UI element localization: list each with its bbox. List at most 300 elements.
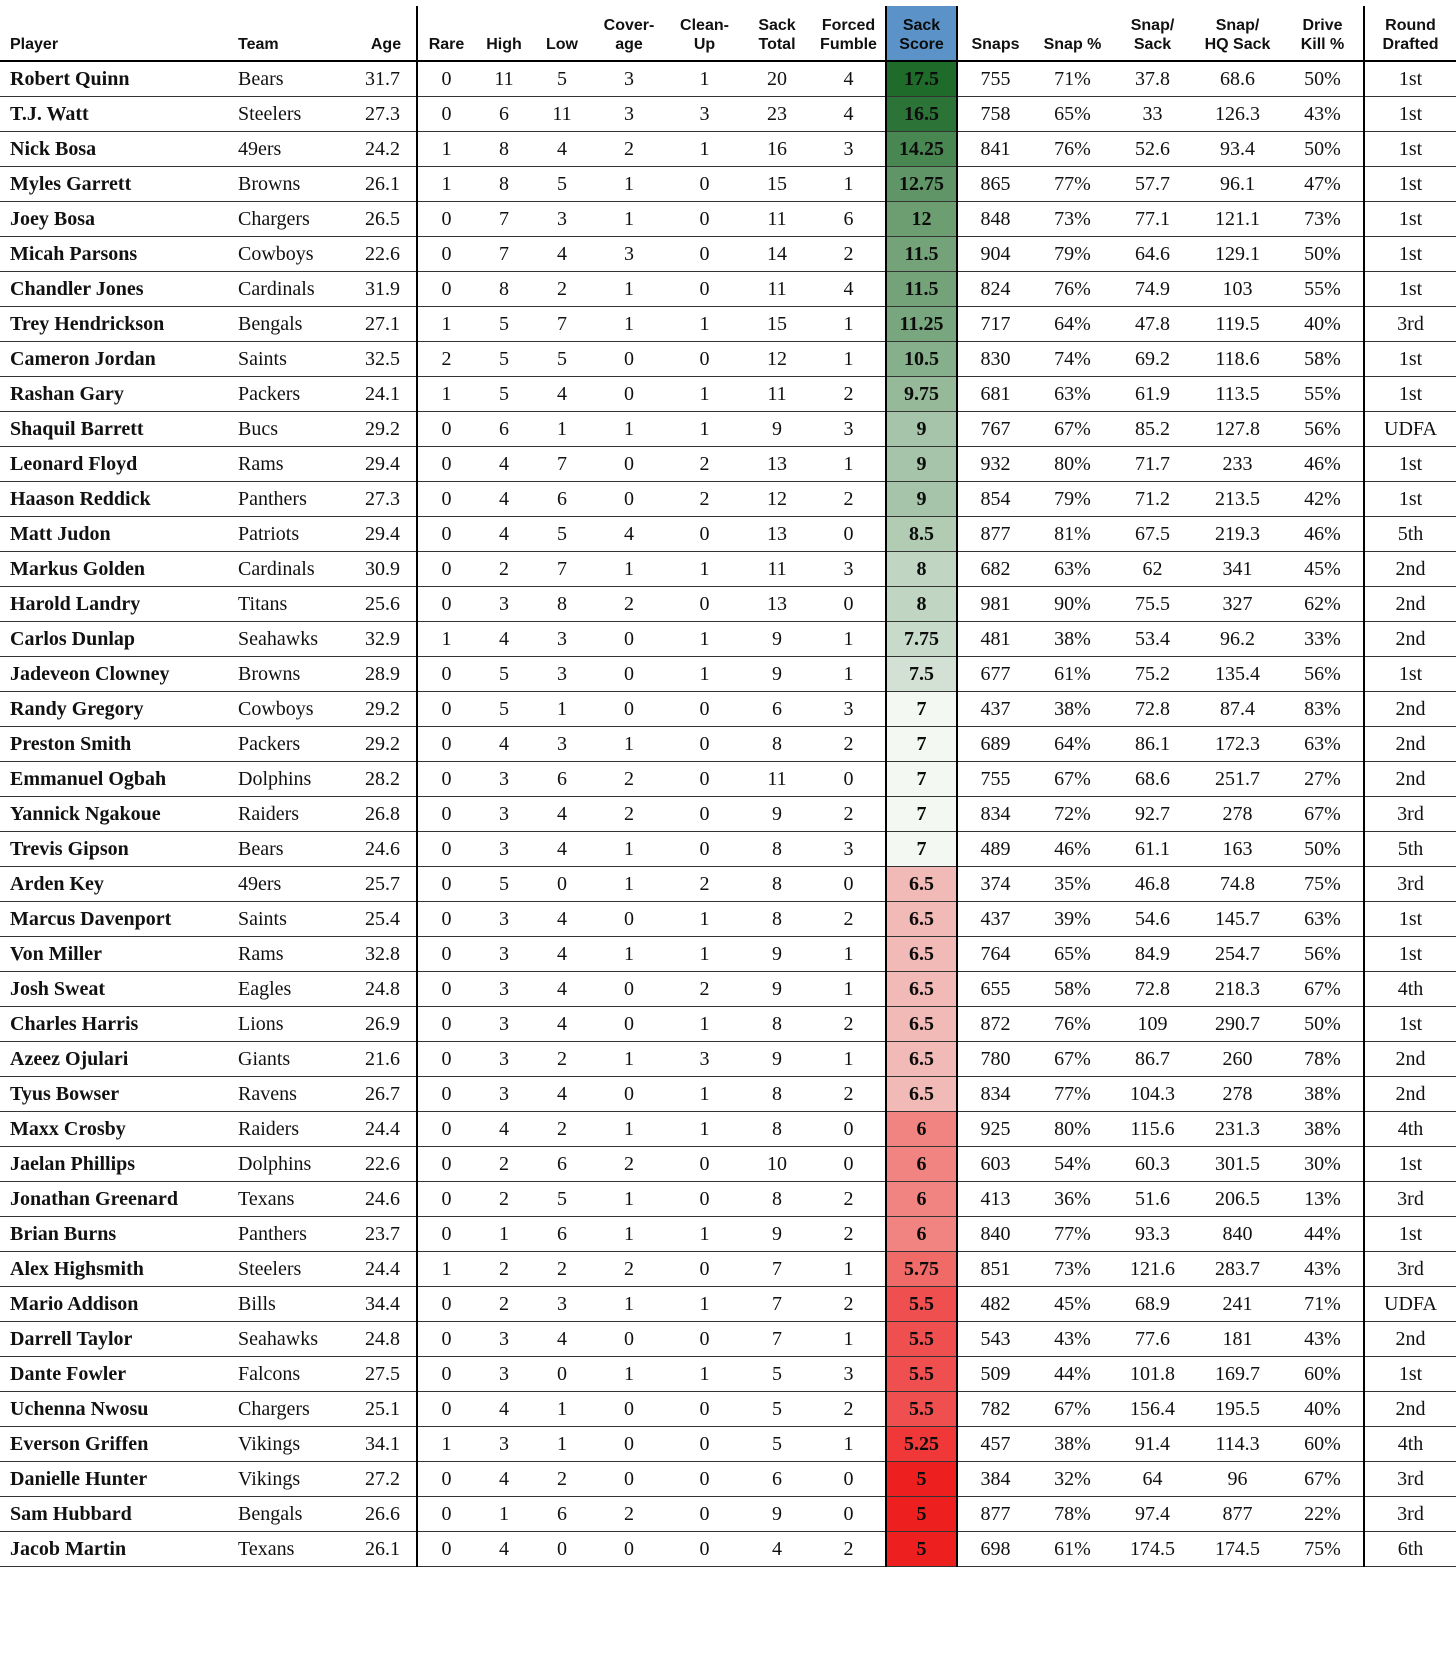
cell-snap-per-sack: 109	[1112, 1007, 1193, 1042]
cell-snap-per-sack: 71.7	[1112, 447, 1193, 482]
cell-low: 4	[533, 797, 591, 832]
cell-snap-per-hq-sack: 195.5	[1193, 1392, 1282, 1427]
cell-snap-per-sack: 53.4	[1112, 622, 1193, 657]
cell-forced-fumble: 3	[812, 692, 886, 727]
table-row[interactable]	[0, 1042, 1456, 1077]
cell-cleanup: 0	[667, 272, 742, 307]
table-row[interactable]	[0, 1182, 1456, 1217]
cell-sack-score: 6	[886, 1112, 957, 1147]
table-row[interactable]	[0, 342, 1456, 377]
cell-team: Saints	[228, 902, 356, 937]
cell-forced-fumble: 1	[812, 972, 886, 1007]
cell-sack-total: 9	[742, 657, 812, 692]
cell-rare: 0	[417, 1357, 475, 1392]
header-high[interactable]: High	[475, 6, 533, 61]
header-coverage[interactable]	[591, 6, 667, 61]
cell-drive-kill-pct: 50%	[1282, 237, 1364, 272]
table-row[interactable]	[0, 1007, 1456, 1042]
cell-snap-pct: 43%	[1033, 1322, 1112, 1357]
header-snap-per-sack[interactable]	[1112, 6, 1193, 61]
cell-snap-pct: 32%	[1033, 1462, 1112, 1497]
cell-rare: 0	[417, 1322, 475, 1357]
table-row[interactable]	[0, 1112, 1456, 1147]
table-row[interactable]	[0, 1252, 1456, 1287]
cell-drive-kill-pct: 67%	[1282, 972, 1364, 1007]
cell-high: 3	[475, 1077, 533, 1112]
header-forced-fumble-line2: Fumble	[820, 36, 877, 53]
cell-age: 32.5	[356, 342, 417, 377]
cell-low: 2	[533, 1462, 591, 1497]
table-row[interactable]	[0, 657, 1456, 692]
cell-age: 26.9	[356, 1007, 417, 1042]
cell-snap-pct: 73%	[1033, 1252, 1112, 1287]
cell-player: Jacob Martin	[0, 1532, 228, 1567]
cell-team: Ravens	[228, 1077, 356, 1112]
cell-snap-per-hq-sack: 301.5	[1193, 1147, 1282, 1182]
cell-coverage: 2	[591, 132, 667, 167]
cell-forced-fumble: 2	[812, 797, 886, 832]
header-drive-kill-pct[interactable]	[1282, 6, 1364, 61]
cell-sack-total: 11	[742, 377, 812, 412]
cell-sack-score: 5.5	[886, 1357, 957, 1392]
cell-cleanup: 0	[667, 1392, 742, 1427]
cell-age: 29.2	[356, 692, 417, 727]
cell-round-drafted: 1st	[1364, 1007, 1456, 1042]
header-drive-kill-line1: Drive	[1302, 17, 1343, 34]
cell-snap-per-sack: 77.1	[1112, 202, 1193, 237]
cell-team: Chargers	[228, 1392, 356, 1427]
cell-cleanup: 1	[667, 1007, 742, 1042]
cell-age: 32.8	[356, 937, 417, 972]
cell-round-drafted: 1st	[1364, 1147, 1456, 1182]
table-row[interactable]	[0, 377, 1456, 412]
cell-snap-pct: 71%	[1033, 61, 1112, 97]
cell-sack-total: 12	[742, 482, 812, 517]
cell-snaps: 509	[957, 1357, 1033, 1392]
table-row[interactable]	[0, 272, 1456, 307]
table-row[interactable]	[0, 482, 1456, 517]
cell-round-drafted: 2nd	[1364, 1392, 1456, 1427]
cell-snap-per-hq-sack: 877	[1193, 1497, 1282, 1532]
cell-drive-kill-pct: 56%	[1282, 657, 1364, 692]
cell-forced-fumble: 0	[812, 1112, 886, 1147]
cell-snap-per-sack: 156.4	[1112, 1392, 1193, 1427]
cell-low: 5	[533, 517, 591, 552]
cell-snap-per-hq-sack: 129.1	[1193, 237, 1282, 272]
header-team[interactable]: Team	[228, 6, 356, 61]
cell-cleanup: 1	[667, 61, 742, 97]
cell-snap-per-sack: 75.5	[1112, 587, 1193, 622]
cell-forced-fumble: 1	[812, 342, 886, 377]
cell-coverage: 1	[591, 412, 667, 447]
table-row[interactable]	[0, 1357, 1456, 1392]
table-row[interactable]	[0, 61, 1456, 97]
cell-age: 31.9	[356, 272, 417, 307]
cell-age: 22.6	[356, 237, 417, 272]
cell-round-drafted: 1st	[1364, 272, 1456, 307]
cell-drive-kill-pct: 67%	[1282, 1462, 1364, 1497]
cell-high: 3	[475, 902, 533, 937]
table-row[interactable]	[0, 937, 1456, 972]
cell-coverage: 3	[591, 237, 667, 272]
cell-age: 25.4	[356, 902, 417, 937]
cell-drive-kill-pct: 46%	[1282, 447, 1364, 482]
cell-player: Chandler Jones	[0, 272, 228, 307]
cell-low: 4	[533, 1322, 591, 1357]
cell-coverage: 0	[591, 1007, 667, 1042]
cell-coverage: 2	[591, 1497, 667, 1532]
cell-round-drafted: 1st	[1364, 657, 1456, 692]
cell-player: Dante Fowler	[0, 1357, 228, 1392]
cell-coverage: 1	[591, 552, 667, 587]
cell-snap-per-hq-sack: 327	[1193, 587, 1282, 622]
cell-player: T.J. Watt	[0, 97, 228, 132]
cell-snaps: 755	[957, 61, 1033, 97]
cell-snaps: 848	[957, 202, 1033, 237]
table-row[interactable]	[0, 132, 1456, 167]
cell-snap-pct: 81%	[1033, 517, 1112, 552]
header-age[interactable]: Age	[356, 6, 417, 61]
header-forced-fumble[interactable]	[812, 6, 886, 61]
cell-low: 4	[533, 972, 591, 1007]
cell-drive-kill-pct: 63%	[1282, 902, 1364, 937]
cell-rare: 0	[417, 902, 475, 937]
cell-snap-per-hq-sack: 290.7	[1193, 1007, 1282, 1042]
cell-forced-fumble: 2	[812, 237, 886, 272]
table-row[interactable]	[0, 307, 1456, 342]
cell-round-drafted: 1st	[1364, 342, 1456, 377]
cell-forced-fumble: 4	[812, 61, 886, 97]
cell-sack-score: 6.5	[886, 972, 957, 1007]
table-row[interactable]	[0, 1497, 1456, 1532]
cell-sack-score: 14.25	[886, 132, 957, 167]
table-row[interactable]	[0, 972, 1456, 1007]
cell-player: Trevis Gipson	[0, 832, 228, 867]
cell-drive-kill-pct: 45%	[1282, 552, 1364, 587]
cell-cleanup: 2	[667, 867, 742, 902]
table-row[interactable]	[0, 832, 1456, 867]
cell-team: Chargers	[228, 202, 356, 237]
cell-high: 6	[475, 412, 533, 447]
table-row[interactable]	[0, 1077, 1456, 1112]
cell-player: Jonathan Greenard	[0, 1182, 228, 1217]
cell-snaps: 767	[957, 412, 1033, 447]
cell-low: 7	[533, 307, 591, 342]
cell-sack-score: 5	[886, 1532, 957, 1567]
cell-cleanup: 1	[667, 552, 742, 587]
cell-player: Uchenna Nwosu	[0, 1392, 228, 1427]
table-row[interactable]	[0, 622, 1456, 657]
cell-drive-kill-pct: 40%	[1282, 1392, 1364, 1427]
cell-round-drafted: 5th	[1364, 832, 1456, 867]
cell-high: 5	[475, 342, 533, 377]
table-row[interactable]	[0, 727, 1456, 762]
cell-sack-total: 9	[742, 412, 812, 447]
cell-snaps: 603	[957, 1147, 1033, 1182]
cell-player: Joey Bosa	[0, 202, 228, 237]
cell-sack-total: 9	[742, 1217, 812, 1252]
cell-snap-pct: 58%	[1033, 972, 1112, 1007]
cell-coverage: 4	[591, 517, 667, 552]
cell-sack-score: 9	[886, 482, 957, 517]
cell-player: Robert Quinn	[0, 61, 228, 97]
header-sack-score[interactable]	[886, 6, 957, 61]
cell-snaps: 872	[957, 1007, 1033, 1042]
table-row[interactable]	[0, 1427, 1456, 1462]
cell-snaps: 384	[957, 1462, 1033, 1497]
cell-drive-kill-pct: 58%	[1282, 342, 1364, 377]
cell-snaps: 782	[957, 1392, 1033, 1427]
cell-high: 3	[475, 1007, 533, 1042]
cell-low: 2	[533, 1112, 591, 1147]
cell-snap-per-hq-sack: 127.8	[1193, 412, 1282, 447]
cell-snaps: 682	[957, 552, 1033, 587]
table-row[interactable]	[0, 167, 1456, 202]
cell-rare: 0	[417, 1497, 475, 1532]
table-row[interactable]	[0, 797, 1456, 832]
table-row[interactable]	[0, 587, 1456, 622]
cell-snap-per-hq-sack: 840	[1193, 1217, 1282, 1252]
cell-sack-total: 7	[742, 1287, 812, 1322]
cell-team: Bears	[228, 61, 356, 97]
cell-snaps: 877	[957, 517, 1033, 552]
header-round-drafted[interactable]	[1364, 6, 1456, 61]
cell-player: Preston Smith	[0, 727, 228, 762]
cell-snap-per-hq-sack: 74.8	[1193, 867, 1282, 902]
cell-snap-pct: 80%	[1033, 447, 1112, 482]
header-sack-total[interactable]	[742, 6, 812, 61]
cell-coverage: 3	[591, 97, 667, 132]
cell-sack-total: 5	[742, 1357, 812, 1392]
cell-high: 11	[475, 61, 533, 97]
cell-snaps: 865	[957, 167, 1033, 202]
cell-snap-pct: 54%	[1033, 1147, 1112, 1182]
cell-low: 2	[533, 1252, 591, 1287]
cell-sack-total: 6	[742, 1462, 812, 1497]
cell-snap-per-hq-sack: 113.5	[1193, 377, 1282, 412]
cell-snap-pct: 38%	[1033, 692, 1112, 727]
header-snap-pct[interactable]: Snap %	[1033, 6, 1112, 61]
cell-snap-pct: 65%	[1033, 97, 1112, 132]
cell-low: 4	[533, 377, 591, 412]
cell-snap-pct: 74%	[1033, 342, 1112, 377]
table-row[interactable]	[0, 552, 1456, 587]
table-row[interactable]	[0, 1462, 1456, 1497]
cell-round-drafted: 1st	[1364, 167, 1456, 202]
table-row[interactable]	[0, 412, 1456, 447]
cell-forced-fumble: 3	[812, 832, 886, 867]
cell-drive-kill-pct: 43%	[1282, 1252, 1364, 1287]
cell-team: Cardinals	[228, 552, 356, 587]
cell-low: 3	[533, 657, 591, 692]
cell-snap-per-hq-sack: 181	[1193, 1322, 1282, 1357]
cell-sack-score: 6	[886, 1182, 957, 1217]
cell-snaps: 841	[957, 132, 1033, 167]
cell-high: 3	[475, 937, 533, 972]
cell-player: Arden Key	[0, 867, 228, 902]
header-cleanup[interactable]	[667, 6, 742, 61]
cell-cleanup: 1	[667, 657, 742, 692]
cell-snap-per-sack: 33	[1112, 97, 1193, 132]
cell-snap-per-sack: 47.8	[1112, 307, 1193, 342]
cell-rare: 1	[417, 1427, 475, 1462]
cell-team: Bucs	[228, 412, 356, 447]
cell-snaps: 904	[957, 237, 1033, 272]
cell-round-drafted: 1st	[1364, 1217, 1456, 1252]
cell-rare: 0	[417, 412, 475, 447]
cell-snap-pct: 77%	[1033, 1077, 1112, 1112]
cell-team: 49ers	[228, 132, 356, 167]
cell-age: 24.8	[356, 972, 417, 1007]
cell-team: Steelers	[228, 97, 356, 132]
table-row[interactable]	[0, 1217, 1456, 1252]
cell-forced-fumble: 6	[812, 202, 886, 237]
cell-coverage: 2	[591, 762, 667, 797]
table-row[interactable]	[0, 1392, 1456, 1427]
cell-coverage: 1	[591, 937, 667, 972]
table-row[interactable]	[0, 902, 1456, 937]
cell-sack-total: 16	[742, 132, 812, 167]
cell-snaps: 655	[957, 972, 1033, 1007]
cell-low: 4	[533, 132, 591, 167]
header-rare[interactable]: Rare	[417, 6, 475, 61]
cell-snaps: 780	[957, 1042, 1033, 1077]
header-snap-per-hq-sack[interactable]	[1193, 6, 1282, 61]
cell-cleanup: 1	[667, 1357, 742, 1392]
cell-snap-per-sack: 52.6	[1112, 132, 1193, 167]
cell-team: Raiders	[228, 1112, 356, 1147]
table-row[interactable]	[0, 1322, 1456, 1357]
cell-age: 29.4	[356, 447, 417, 482]
table-row[interactable]	[0, 1287, 1456, 1322]
cell-sack-total: 15	[742, 307, 812, 342]
cell-player: Azeez Ojulari	[0, 1042, 228, 1077]
header-low[interactable]: Low	[533, 6, 591, 61]
cell-low: 4	[533, 237, 591, 272]
table-row[interactable]	[0, 517, 1456, 552]
cell-high: 8	[475, 132, 533, 167]
cell-snap-pct: 77%	[1033, 1217, 1112, 1252]
cell-round-drafted: 1st	[1364, 132, 1456, 167]
table-row[interactable]	[0, 1147, 1456, 1182]
cell-snap-per-hq-sack: 169.7	[1193, 1357, 1282, 1392]
cell-high: 5	[475, 692, 533, 727]
cell-cleanup: 0	[667, 1147, 742, 1182]
cell-rare: 0	[417, 1182, 475, 1217]
header-cleanup-line1: Clean-	[680, 17, 729, 34]
cell-sack-total: 11	[742, 552, 812, 587]
table-row[interactable]	[0, 867, 1456, 902]
cell-snap-per-sack: 77.6	[1112, 1322, 1193, 1357]
table-row[interactable]	[0, 447, 1456, 482]
cell-sack-total: 9	[742, 1042, 812, 1077]
cell-drive-kill-pct: 42%	[1282, 482, 1364, 517]
cell-coverage: 0	[591, 377, 667, 412]
cell-cleanup: 0	[667, 1532, 742, 1567]
cell-round-drafted: 1st	[1364, 61, 1456, 97]
cell-sack-score: 9.75	[886, 377, 957, 412]
cell-team: Texans	[228, 1532, 356, 1567]
cell-low: 5	[533, 342, 591, 377]
cell-snap-pct: 38%	[1033, 1427, 1112, 1462]
table-row[interactable]	[0, 1532, 1456, 1567]
cell-drive-kill-pct: 50%	[1282, 1007, 1364, 1042]
table-row[interactable]	[0, 762, 1456, 797]
cell-round-drafted: 1st	[1364, 937, 1456, 972]
cell-snap-per-hq-sack: 96.2	[1193, 622, 1282, 657]
cell-snaps: 374	[957, 867, 1033, 902]
table-row[interactable]	[0, 692, 1456, 727]
cell-team: Packers	[228, 377, 356, 412]
cell-coverage: 0	[591, 902, 667, 937]
cell-drive-kill-pct: 55%	[1282, 272, 1364, 307]
cell-round-drafted: 1st	[1364, 202, 1456, 237]
cell-round-drafted: UDFA	[1364, 1287, 1456, 1322]
cell-snap-per-hq-sack: 231.3	[1193, 1112, 1282, 1147]
cell-low: 3	[533, 622, 591, 657]
cell-rare: 0	[417, 972, 475, 1007]
cell-age: 28.9	[356, 657, 417, 692]
cell-player: Maxx Crosby	[0, 1112, 228, 1147]
cell-snaps: 481	[957, 622, 1033, 657]
cell-high: 2	[475, 1182, 533, 1217]
cell-cleanup: 0	[667, 1252, 742, 1287]
cell-age: 34.1	[356, 1427, 417, 1462]
cell-low: 4	[533, 902, 591, 937]
cell-low: 6	[533, 1147, 591, 1182]
cell-coverage: 2	[591, 1147, 667, 1182]
cell-sack-score: 6.5	[886, 937, 957, 972]
cell-snaps: 830	[957, 342, 1033, 377]
cell-round-drafted: 2nd	[1364, 622, 1456, 657]
table-row[interactable]	[0, 202, 1456, 237]
cell-round-drafted: 1st	[1364, 447, 1456, 482]
cell-snap-pct: 46%	[1033, 832, 1112, 867]
cell-snap-pct: 77%	[1033, 167, 1112, 202]
cell-high: 4	[475, 622, 533, 657]
cell-rare: 1	[417, 307, 475, 342]
header-snaps[interactable]: Snaps	[957, 6, 1033, 61]
cell-drive-kill-pct: 33%	[1282, 622, 1364, 657]
cell-snap-per-sack: 54.6	[1112, 902, 1193, 937]
cell-snap-pct: 67%	[1033, 1392, 1112, 1427]
cell-sack-total: 8	[742, 1182, 812, 1217]
cell-sack-score: 7	[886, 692, 957, 727]
header-player[interactable]: Player	[0, 6, 228, 61]
cell-snap-per-sack: 75.2	[1112, 657, 1193, 692]
cell-low: 6	[533, 1217, 591, 1252]
cell-forced-fumble: 0	[812, 867, 886, 902]
header-row	[0, 6, 1456, 61]
cell-player: Yannick Ngakoue	[0, 797, 228, 832]
cell-snap-per-sack: 174.5	[1112, 1532, 1193, 1567]
cell-snap-per-hq-sack: 283.7	[1193, 1252, 1282, 1287]
cell-age: 25.6	[356, 587, 417, 622]
cell-age: 30.9	[356, 552, 417, 587]
cell-sack-total: 9	[742, 972, 812, 1007]
cell-snap-pct: 73%	[1033, 202, 1112, 237]
table-row[interactable]	[0, 237, 1456, 272]
cell-sack-score: 5	[886, 1497, 957, 1532]
cell-snap-per-sack: 68.6	[1112, 762, 1193, 797]
cell-drive-kill-pct: 55%	[1282, 377, 1364, 412]
cell-snaps: 413	[957, 1182, 1033, 1217]
cell-high: 5	[475, 867, 533, 902]
cell-coverage: 0	[591, 1392, 667, 1427]
table-row[interactable]	[0, 97, 1456, 132]
cell-cleanup: 0	[667, 587, 742, 622]
cell-cleanup: 0	[667, 1427, 742, 1462]
